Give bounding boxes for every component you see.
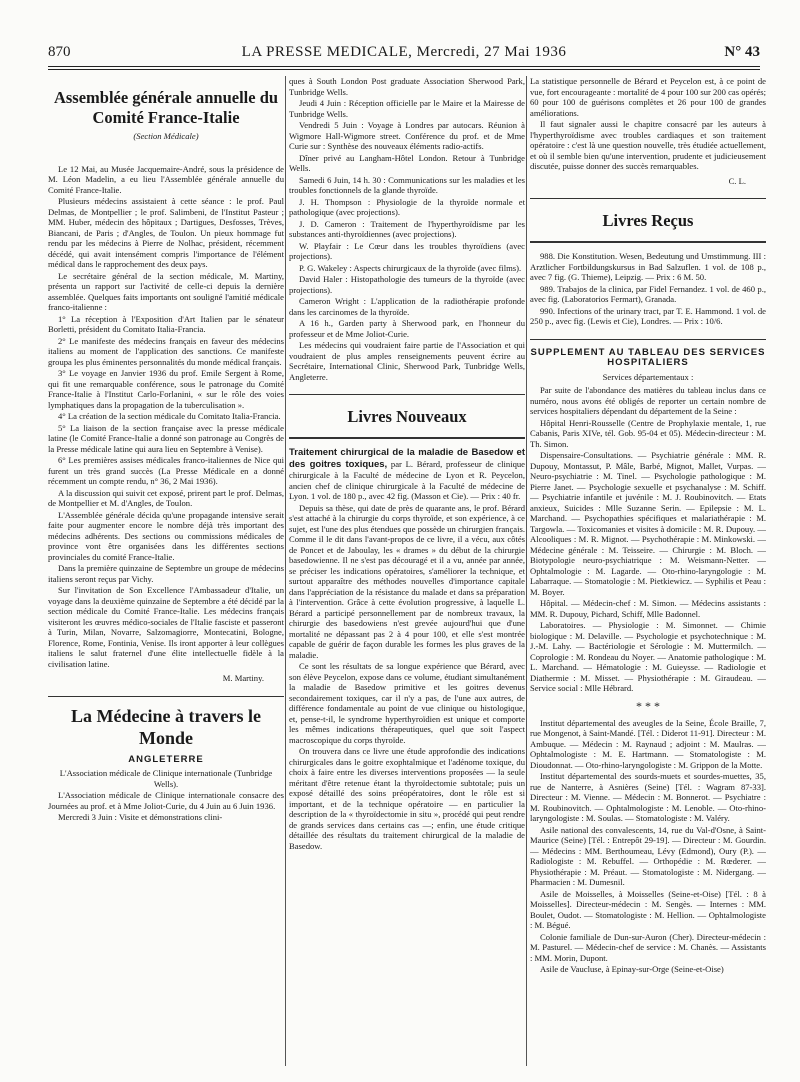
received-title: Livres Reçus xyxy=(602,211,694,230)
paragraph: Ce sont les résultats de sa longue expérience que Bérard, avec son élève Peycelon, expose dans ce volume, étudiant simultanément la maladie de Basedow primitive et les goitres devenus secondairement toxiques, car il n'y a pas, de l'une aux autres, de différence fondamentale au point de vue clinique ou histologique, et, pense-t-il, le syndrome hyperthyroïdien est unique et comporte les mêmes indications thérapeutiques, quel que soit l'aspect macroscopique du corps thyroïde. xyxy=(289,661,525,745)
received-book: 989. Trabajos de la clinica, par Fidel Fernandez. 1 vol. de 460 p., avec fig. (Laboratorios Fermart), Granada. xyxy=(530,283,766,304)
paragraph: Il faut signaler aussi le chapitre consacré par les auteurs à l'hyperthyroïdisme avec troubles cardiaques et son traitement opératoire : c'est là une question nouvelle, très étudiée actuellement, et où il semble bien qu'une intervention, prudente et judicieusement discutée, puisse donner des succès remarquables. xyxy=(530,119,766,171)
paragraph: Jeudi 4 Juin : Réception officielle par le Maire et la Mairesse de Tunbridge Wells. xyxy=(289,98,525,119)
world-country: ANGLETERRE xyxy=(128,753,204,765)
paragraph: 2° Le manifeste des médecins français en faveur des médecins italiens au moment de l'application des sanctions. Ce manifeste groupa les plus éminentes personnalités du monde médical français. xyxy=(48,335,284,367)
column-divider xyxy=(285,76,286,1066)
new-books-title: Livres Nouveaux xyxy=(347,407,467,426)
paragraph: J. H. Thompson : Physiologie de la thyroïde normale et pathologique (avec projections). xyxy=(289,196,525,217)
section-rule xyxy=(289,437,525,439)
assembly-subtitle: (Section Médicale) xyxy=(133,131,199,141)
running-header xyxy=(48,44,760,62)
institute-entry: Institut départemental des sourds-muets et sourdes-muettes, 35, rue de Nanterre, à Asnières (Seine) [Tél. : Wagram 87-33]. Directeur : M. Vienne. — Médecin : M. Bonnerot. — Psychiatre : M. Roubinovitch. — Ophtalmologiste : M. Lenoble. — Oto-rhino-laryngologiste : M. Soulas. — Stomatologiste : M. Valéry. xyxy=(530,771,766,823)
paragraph: Laboratoires. — Physiologie : M. Simonnet. — Chimie biologique : M. Delaville. — Psychologie et psychotechnique : M. J.-M. Lahy. — Bactériologie et Sérologie : M. Muttermilch. — Coprologie : M. Rondeau du Noyer. — Anatomie pathologique : M. L. Marchand. — Hématologie : M. Guieysse. — Radiologie et Diathermie : M. Misset. — Physiothérapie : M. Giraudeau. — Service social : Mlle Hébrard. xyxy=(530,620,766,693)
paragraph: La statistique personnelle de Bérard et Peycelon est, à ce point de vue, fort encourageante : mortalité de 4 pour 100 sur 200 cas opérés; 60 pour 100 de guérisons complètes et 26 pour 100 de grandes améliorations. xyxy=(530,76,766,118)
paragraph: Dîner privé au Langham-Hôtel London. Retour à Tunbridge Wells. xyxy=(289,152,525,173)
book-title: Traitement chirurgical de la maladie de Basedow et des goitres toxiques, xyxy=(289,447,525,470)
paragraph: Le 12 Mai, au Musée Jacquemaire-André, sous la présidence de M. Léon Madelin, a eu lieu l'Assemblée générale annuelle du Comité France-Italie. xyxy=(48,163,284,195)
column-right xyxy=(530,76,766,1066)
section-rule xyxy=(530,198,766,199)
issue-value: 43 xyxy=(745,44,760,60)
paragraph: Par suite de l'abondance des matières du tableau inclus dans ce numéro, nous avons été obligés de reporter un certain nombre de services hospitaliers dépendant du département de la Seine : xyxy=(530,385,766,416)
world-title: La Médecine à travers le Monde xyxy=(71,705,261,748)
paragraph: Hôpital. — Médecin-chef : M. Simon. — Médecins assistants : MM. R. Dupouy, Pichard, Schiff, Mlle Badonnel. xyxy=(530,598,766,619)
paragraph: 3° Le voyage en Janvier 1936 du prof. Emile Sergent à Rome, qui fit une remarquable conférence, sous le patronage du Comité France-Italie à l'Institut Carlo-Forlanini, « sur le rôle des voies lymphatiques dans la propagation de la tuberculisation ». xyxy=(48,368,284,410)
paragraph: Les médecins qui voudraient faire partie de l'Association et qui voudraient de plus amples renseignements peuvent écrire au Secrétaire, International Clinic, Sherwood Park, Tunbridge Wells, Angleterre. xyxy=(289,340,525,382)
paragraph: P. G. Wakeley : Aspects chirurgicaux de la thyroïde (avec films). xyxy=(299,262,522,273)
received-book: 990. Infections of the urinary tract, par T. E. Hammond. 1 vol. de 250 p., avec fig. (Lewis et Cie), Londres. — Prix : 10/6. xyxy=(530,305,766,326)
paragraph: On trouvera dans ce livre une étude approfondie des indications chirurgicales dans le goitre exophtalmique et l'adénome toxique, du choix à faire entre les diverses interventions proposées — la seule méritant d'être retenue étant la thyroïdectomie subtotale; puis un exposé détaillé des soins préopératoires, dont le rôle est si important, et de la technique opératoire — en particulier la description de la « thyroïdectomie in situ », procédé qui peut rendre de grands services dans certains cas —; enfin, une étude critique détaillée des résultats du traitement chirurgical de la maladie de Basedow. xyxy=(289,746,525,851)
paragraph: Plusieurs médecins assistaient à cette séance : le prof. Paul Delmas, de Montpellier ; le prof. Salimbeni, de l'Institut Pasteur ; MM. Huber, médecin des hôpitaux ; Dartigues, Desfosses, Trèves, Biancani, de Paris ; d'Angles, de Toulon. Un pieux hommage fut rendu par les médecins à Pierre de Nolhac, président, récemment décédé, qui avait intensément compris l'importance de l'élément médical dans le rapprochement des deux pays. xyxy=(48,196,284,269)
paragraph: 5° La liaison de la section française avec la presse médicale latine (le Comité France-Italie a donné son patronage au Congrès de la Presse médicale latine qui aura lieu en Septembre à Venise). xyxy=(48,422,284,454)
paragraph: ques à South London Post graduate Association Sherwood Park, Tunbridge Wells. xyxy=(289,76,525,97)
paragraph: 6° Les premières assises médicales franco-italiennes de Nice qui furent un très grand succès (La Presse Médicale en a donné récemment un compte rendu, n° 36, 2 Mai 1936). xyxy=(48,455,284,486)
paragraph: L'Assemblée générale décida qu'une propagande intensive serait faite pour augmenter encore le nombre déjà très important des médecins adhérents. Des sections ou commissions médicales de province vont être organisées dans les différentes sections provinciales du comité France-Italie. xyxy=(48,509,284,562)
section-rule xyxy=(530,241,766,243)
institute-entry: Asile de Vaucluse, à Epinay-sur-Orge (Seine-et-Oise) xyxy=(540,964,724,974)
section-rule xyxy=(289,394,525,395)
paragraph: Dans la première quinzaine de Septembre un groupe de médecins italiens seront reçus par Vichy. xyxy=(48,563,284,584)
paragraph: Depuis sa thèse, qui date de près de quarante ans, le prof. Bérard s'est attaché à la chirurgie du corps thyroïde, et son expérience, à ce sujet, est l'une des plus étendues que possède un chirurgien français. Comme il le dit dans l'avant-propos de ce livre, il a vécu, aux côtés de Poncet et de Jaboulay, les « drames » du début de la chirurgie basedowienne. Il ne s'est pas découragé et il a vu, année par année, se préciser les indications opératoires, s'améliorer la technique, et surtout apparaître des méthodes nouvelles d'importance capitale dans l'appréciation de la résistance du malade et dans sa préparation à l'intervention. Grâce à cette évolution progressive, à laquelle L. Bérard a participé personnellement par de nombreux travaux, la chirurgie des basedowiens n'est grevée aujourd'hui que d'une mortalité ne dépassant pas 2 à 4 pour 100, et elle s'est montrée capable de guérir de façon durable les formes les plus graves de la maladie. xyxy=(289,502,525,660)
asterism: * * * xyxy=(636,698,660,713)
header-rule xyxy=(48,66,760,67)
paragraph: Sur l'invitation de Son Excellence l'Ambassadeur d'Italie, un voyage dans la deuxième quinzaine de Septembre a été décidé par la section médicale du Comité France-Italie. Les médecins français visiteront les œuvres médico-sociales de l'Italie fasciste et passeront à Turin, Milan, Novarre, Salzomagiorre, Montecatini, Bologne, Florence, Rome, Fontinia, Venise. Ils iront apporter à leur collègues italiens le salut fraternel d'une élite intellectuelle fidèle à la civilisation latine. xyxy=(48,585,284,669)
section-rule xyxy=(48,696,284,697)
received-book: 988. Die Konstitution. Wesen, Bedeutung und Umstimmung. III : Arztlicher Fortbildungskursus in Bad Salzuflen. 1 vol. de 108 p., avec 7 fig. (G. Thieme), Leipzig. — Prix : 6 M. 50. xyxy=(530,251,766,282)
paragraph: Mercredi 3 Juin : Visite et démonstrations clini- xyxy=(58,812,223,822)
column-middle xyxy=(289,76,525,1066)
header-rule-2 xyxy=(48,69,760,70)
paragraph: A la discussion qui suivit cet exposé, prirent part le prof. Delmas, de Montpellier et M. d'Angles, de Toulon. xyxy=(48,487,284,508)
institute-entry: Asile de Moisselles, à Moisselles (Seine-et-Oise) [Tél. : 8 à Moisselles]. Directeur-médecin : M. Sengès. — Internes : MM. Boulet, Oudot. — Stomatologiste : M. Hellion. — Ophtalmologiste : M. Bégué. xyxy=(530,888,766,930)
program-list xyxy=(289,76,525,382)
paragraph: Cameron Wright : L'application de la radiothérapie profonde dans les carcinomes de la thyroïde. xyxy=(289,296,525,317)
world-assoc: L'Association médicale de Clinique internationale (Tunbridge Wells). xyxy=(59,768,273,789)
paragraph: Le secrétaire général de la section médicale, M. Martiny, présenta un rapport sur l'activité de celle-ci depuis la dernière assemblée. Quelques faits importants ont souligné l'amitié médicale franco-italienne : xyxy=(48,270,284,312)
book-details: par L. Bérard, professeur de clinique chirurgicale à la Faculté de médecine de Lyon et R. Peycelon, ancien chef de clinique chirurgicale à la Faculté de médecine de Lyon. 1 vol. de 180 p., avec 42 fig. (Masson et Cie). — Prix : 40 fr. xyxy=(289,458,525,501)
supplement-subtitle: Services départementaux : xyxy=(602,371,694,382)
paragraph: Hôpital Henri-Rousselle (Centre de Prophylaxie mentale, 1, rue Cabanis, Paris XIVe, tél. Gob. 95-04 et 05). Médecin-directeur : M. Th. Simon. xyxy=(530,417,766,449)
issue-number xyxy=(724,44,760,61)
paragraph: 4° La création de la section médicale du Comitato Italia-Francia. xyxy=(58,411,281,421)
institute-entry: Institut départemental des aveugles de la Seine, École Braille, 7, rue Mongenot, à Saint-Mandé. [Tél. : Diderot 11-91]. Directeur : M. Ambuque. — Médecin : M. Raynaud ; adjoint : M. Maulras. — Ophtalmologiste : M. E. Hartmann. — Stomatologiste : M. Dioudonnat. — Oto-rhino-laryngologiste : M. Grippon de la Motte. xyxy=(530,717,766,770)
assembly-body xyxy=(48,164,284,670)
paragraph: L'Association médicale de Clinique internationale consacre des Journées au prof. et à Mme Joliot-Curie, du 4 Juin au 6 Juin 1936. xyxy=(48,790,284,811)
column-divider xyxy=(526,76,527,1066)
supplement-title: SUPPLEMENT AU TABLEAU DES SERVICES HOSPITALIERS xyxy=(530,346,766,368)
institute-entry: Colonie familiale de Dun-sur-Auron (Cher). Directeur-médecin : M. Pasturel. — Médecin-chef de service : M. Chanès. — Assistants : MM. Morin, Dupont. xyxy=(530,931,766,963)
assembly-signature: M. Martiny. xyxy=(222,673,264,683)
paragraph: 1° La réception à l'Exposition d'Art Italien par le sénateur Borletti, président du Comitato Italia-Francia. xyxy=(48,313,284,334)
assembly-title: Assemblée générale annuelle du Comité France-Italie xyxy=(53,88,279,127)
book-entry xyxy=(289,447,525,502)
paragraph: Samedi 6 Juin, 14 h. 30 : Communications sur les maladies et les troubles fonctionnels de la glande thyroïde. xyxy=(289,174,525,195)
column-left xyxy=(48,76,284,1066)
journal-title: LA PRESSE MEDICALE, Mercredi, 27 Mai 1936 xyxy=(241,44,567,60)
paragraph: W. Playfair : Le Cœur dans les troubles thyroïdiens (avec projections). xyxy=(289,240,525,261)
paragraph: J. D. Cameron : Traitement de l'hyperthyroïdisme par les substances anti-thyroïdiennes (avec projections). xyxy=(289,218,525,239)
paragraph: A 16 h., Garden party à Sherwood park, en l'honneur du professeur et de Mme Joliot-Curie. xyxy=(289,318,525,339)
paragraph: Dispensaire-Consultations. — Psychiatrie générale : MM. R. Dupouy, Montassut, P. Mâle, Barbé, Mignot, Mallet, Vurpas. — Neuro-psychiatrie : M. Tinel. — Psychologie pathologique : M. Pierre Janet. — Psychologie sexuelle et psychanalyse : M. Schiff. — Psychiatrie infantile et juvénile : M. J. Roubinovitch. — Etats anxieux, Suicides : Mlle Suzanne Serin. — Epilepsie : M. L. Marchand. — Psychopathies spécifiques et malariathérapie : M. Targowla. — Toxicomanies et visites à domicile : M. R. Dupouy. — Alcooliques : M. R. Mignot. — Psychothérapie : M. Minkowski. — Médecine générale : M. Teisseire. — Chirurgie : M. Bloch. — Biotypologie neuro-psychiatrique : M. Weismann-Netter. — Ophtalmologie : M. Lagarde. — Oto-rhino-laryngologie : M. Labarraque. — Stomatologie : M. Pietkiewicz. — Syphilis et Peau : M. Boyer. xyxy=(530,450,766,597)
section-rule xyxy=(530,339,766,340)
review-signature: C. L. xyxy=(728,175,746,186)
paragraph: David Haler : Histopathologie des tumeurs de la thyroïde (avec projections). xyxy=(289,274,525,295)
paragraph: Vendredi 5 Juin : Voyage à Londres par autocars. Réunion à Wigmore Hall-Wigmore street. Conférence du prof. et de Mme Curie sur : Synthèse des nouveaux éléments radio-actifs. xyxy=(289,120,525,151)
issue-label: N° xyxy=(724,44,742,60)
page-number: 870 xyxy=(48,44,71,60)
institute-entry: Asile national des convalescents, 14, rue du Val-d'Osne, à Saint-Maurice (Seine) [Tél. : Entrepôt 29-19]. — Directeur : M. Gourdin. — Médecins : MM. Berthoumeau, Lévy (Edmond), Oury (P.). — Radiologiste : M. Rebuffel. — Orthopédie : M. Rœderer. — Physiothérapie : M. Préaut. — Stomatologiste : M. Nidergang. — Pharmacien : M. Dumesnil. xyxy=(530,824,766,887)
